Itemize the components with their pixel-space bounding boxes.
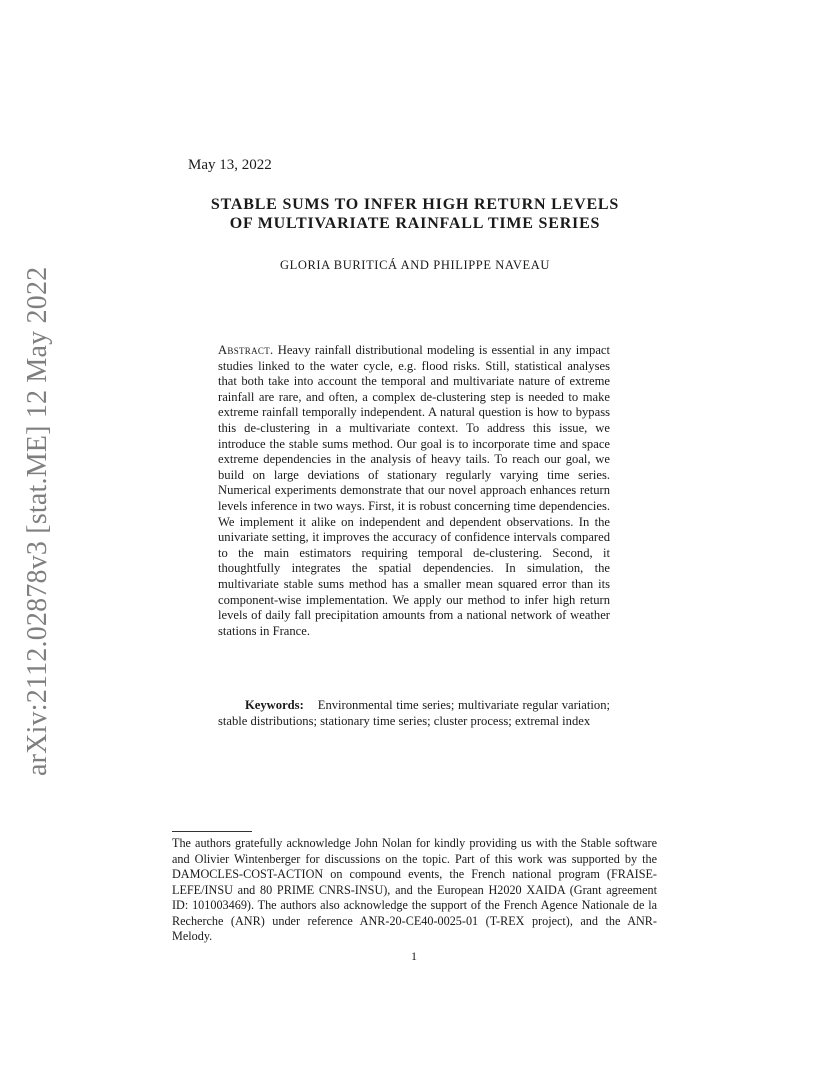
keywords-text: Environmental time series; multivariate regular variation; stable distributions; stationary time series; cluster process; extremal index [218,698,610,728]
title-line-2: OF MULTIVARIATE RAINFALL TIME SERIES [229,215,601,232]
title-line-1: STABLE SUMS TO INFER HIGH RETURN LEVELS [210,196,620,213]
arxiv-identifier-stamp: arXiv:2112.02878v3 [stat.ME] 12 May 2022 [22,266,53,776]
acknowledgement-footnote: The authors gratefully acknowledge John Nolan for kindly providing us with the Stable software and Olivier Wintenberger for discussions on the topic. Part of this work was supported by the DAMOCLES-COST-ACTION on compound events, the French national program (FRAISE-LEFE/INSU and 80 PRIME CNRS-INSU), and the European H2020 XAIDA (Grant agreement ID: 101003469). The authors also acknowledge the support of the French Agence Nationale de la Recherche (ANR) under reference ANR-20-CE40-0025-01 (T-REX project), and the ANR-Melody. [172,836,657,943]
abstract-body: Heavy rainfall distributional modeling is essential in any impact studies linked to the water cycle, e.g. flood risks. Still, statistical analyses that both take into account the temporal and multivariate nature of extreme rainfall are rare, and often, a complex de-clustering step is needed to make extreme rainfall temporally independent. A natural question is how to bypass this de-clustering in a multivariate context. To address this issue, we introduce the stable sums method. Our goal is to incorporate time and space extreme dependencies in the analysis of heavy tails. To reach our goal, we build on large deviations of stationary regularly varying time series. Numerical experiments demonstrate that our novel approach enhances return levels inference in two ways. First, it is robust concerning time dependencies. We implement it alike on independent and dependent observations. In the univariate setting, it improves the accuracy of confidence intervals compared to the main estimators requiring temporal de-clustering. Second, it thoughtfully integrates the spatial dependencies. In simulation, the multivariate stable sums method has a smaller mean squared error than its component-wise implementation. We apply our method to infer high return levels of daily fall precipitation amounts from a national network of weather stations in France. [218,343,610,638]
abstract-section [218,343,610,639]
paper-authors: GLORIA BURITICÁ AND PHILIPPE NAVEAU [279,258,551,272]
paper-title [160,195,670,233]
keywords-label: Keywords: [245,698,304,712]
page-number: 1 [411,949,417,963]
keywords-section [218,698,610,729]
abstract-heading: Abstract. [218,343,274,357]
footnote-divider [172,831,252,832]
paper-date: May 13, 2022 [188,157,272,173]
abstract-paragraph [218,343,610,639]
